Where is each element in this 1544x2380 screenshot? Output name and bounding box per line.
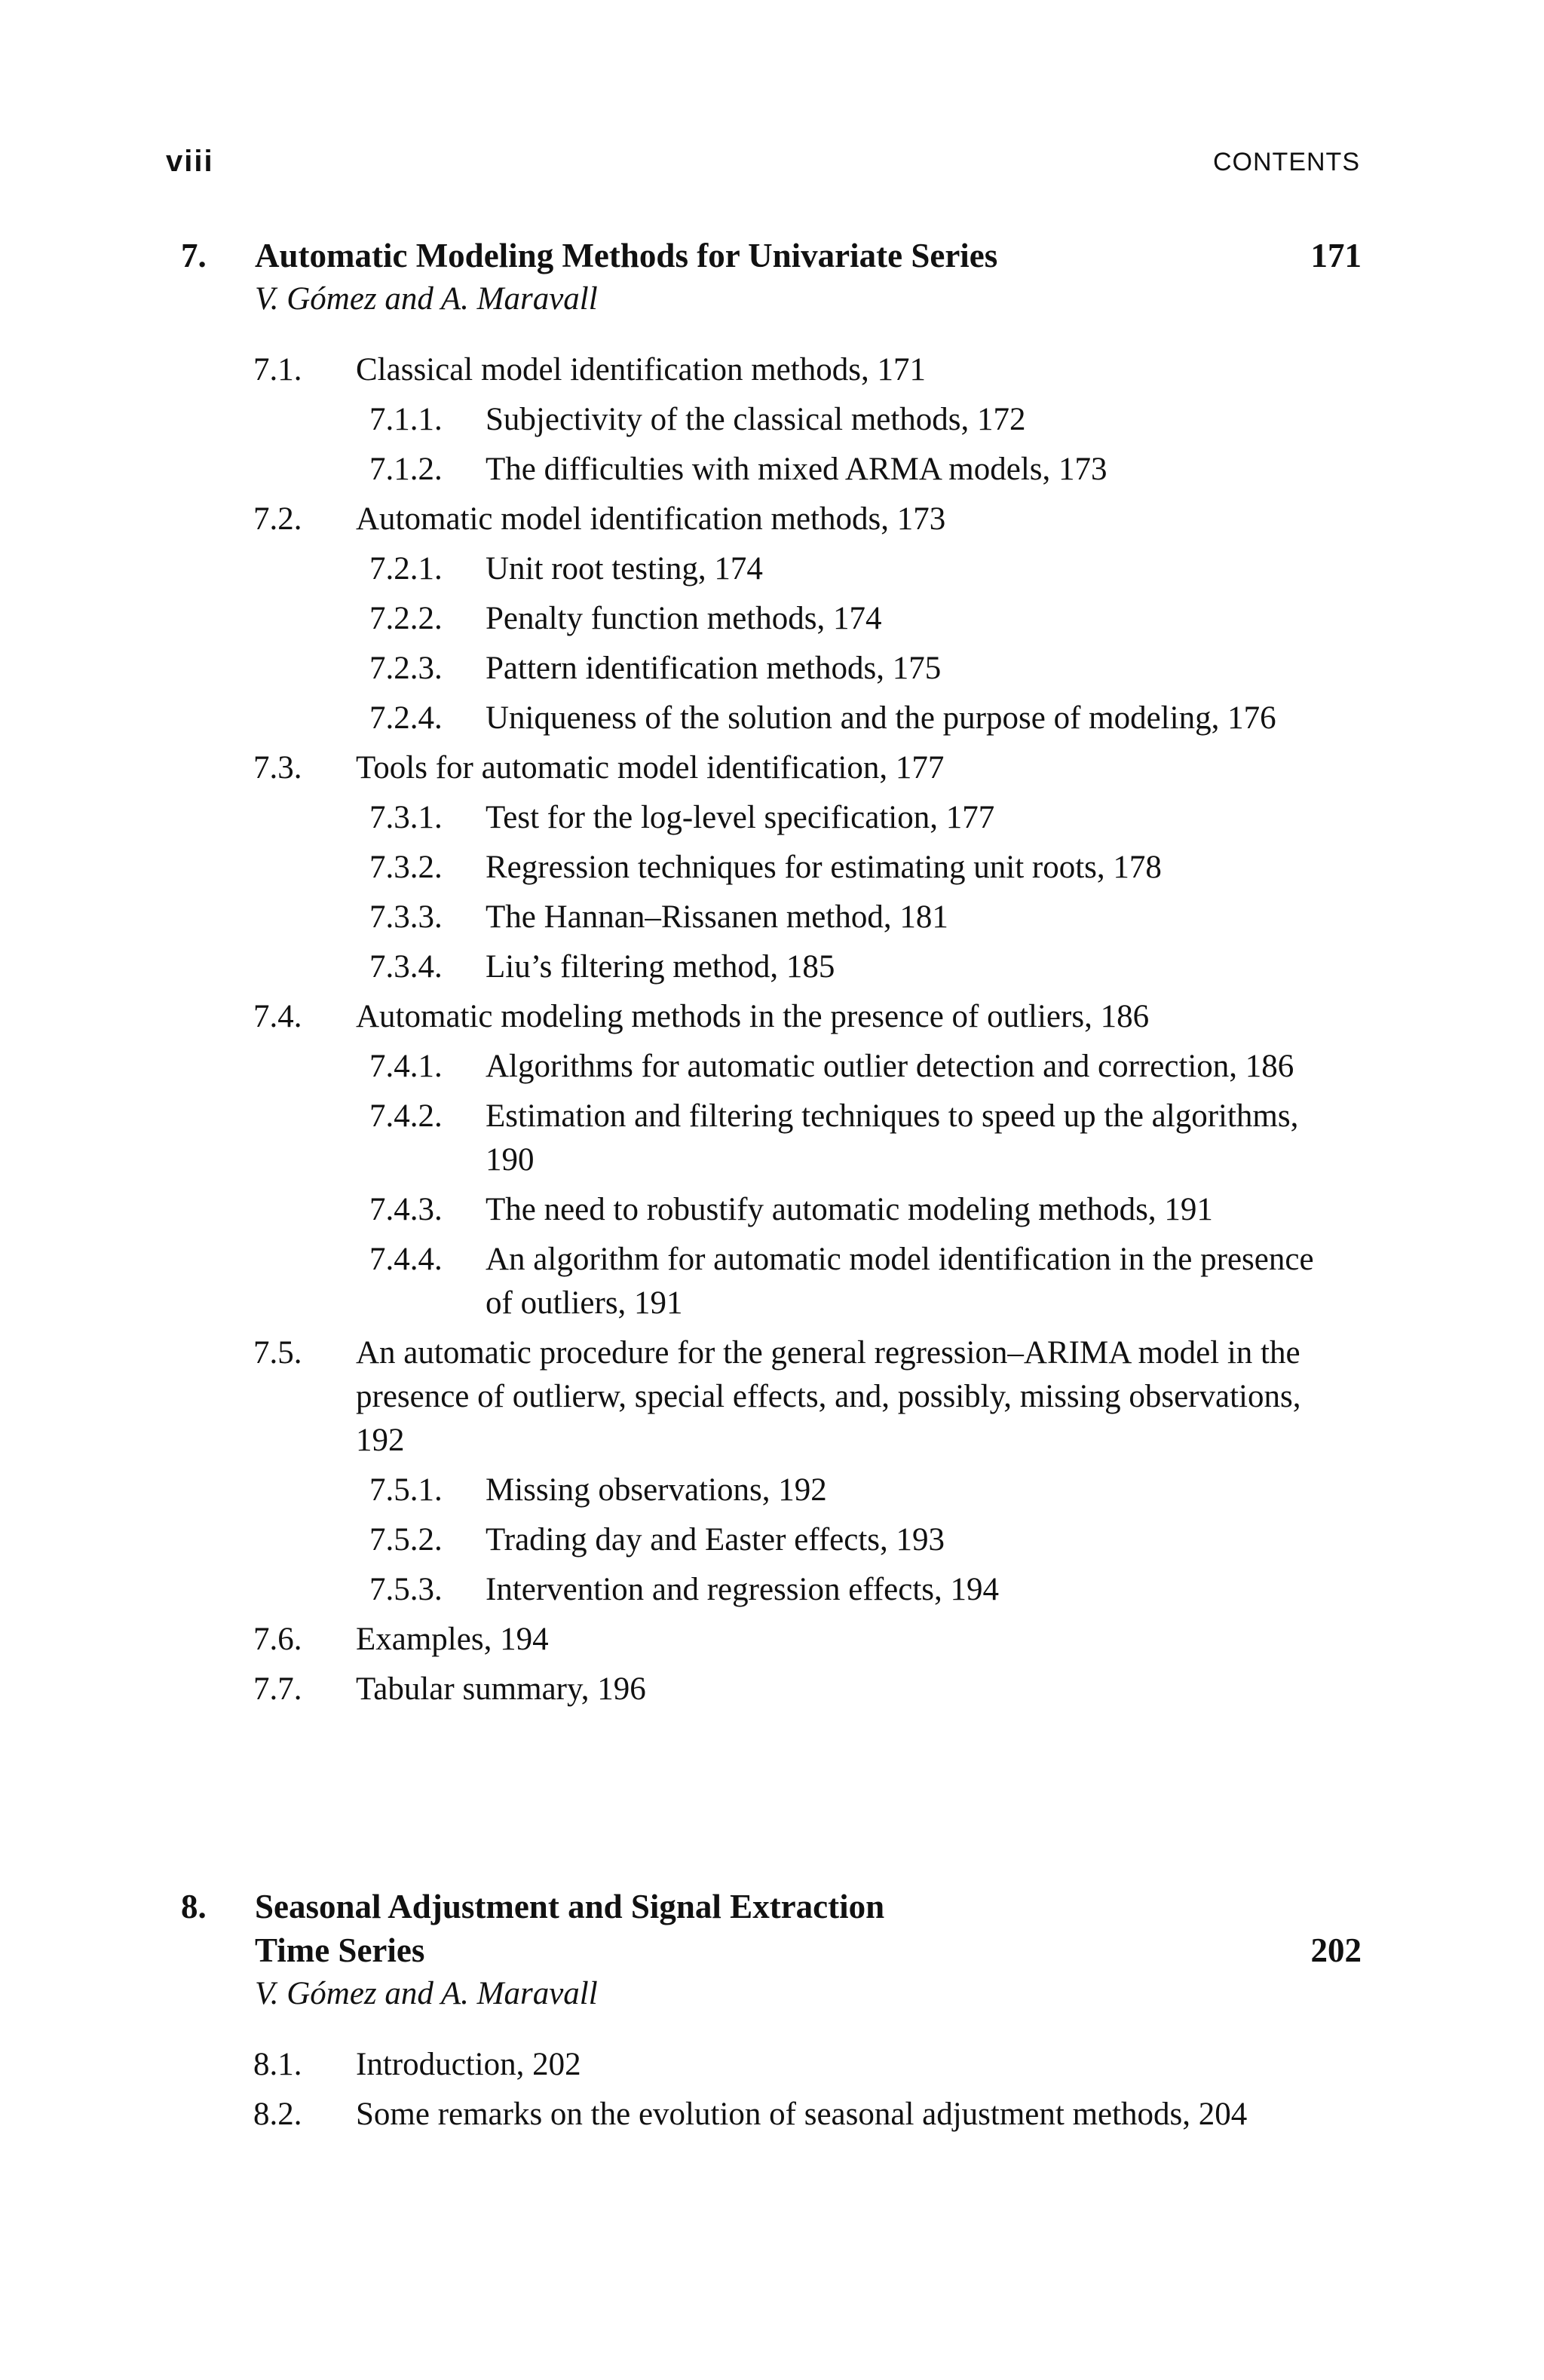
toc-section-entry [181, 746, 1362, 790]
toc-entry-number: 7.1.2. [369, 452, 443, 487]
toc-subsection-entry [181, 597, 1362, 641]
toc-subsection-entry [181, 398, 1362, 442]
toc-entry-number: 7.4.2. [369, 1098, 443, 1134]
toc-entry-text: Introduction, 202 [356, 2047, 581, 2082]
toc-section-entry [181, 1668, 1362, 1711]
chapter-authors: V. Gómez and A. Maravall [255, 281, 598, 317]
toc-subsection-entry [181, 846, 1362, 890]
toc-subsection-entry [181, 896, 1362, 939]
toc-entry-number: 7.2.2. [369, 601, 443, 636]
page-number: viii [166, 145, 214, 178]
chapter-7-block [181, 234, 1362, 1717]
toc-section-entry [181, 1618, 1362, 1662]
toc-entry-text: Automatic model identification methods, 173 [356, 501, 946, 537]
toc-entry-number: 7.2.3. [369, 651, 443, 686]
toc-entry-text: Intervention and regression effects, 194 [486, 1572, 1000, 1607]
toc-entry-text: An automatic procedure for the general regression–ARIMA model in the presence of outlierw, special effects, and, possibly, missing observations, 192 [356, 1335, 1301, 1458]
chapter-title [255, 234, 1160, 277]
toc-section-entry [181, 995, 1362, 1039]
toc-entry-text: Automatic modeling methods in the presence of outliers, 186 [356, 999, 1150, 1034]
chapter-heading [181, 234, 1362, 277]
chapter-title-line: Automatic Modeling Methods for Univariate Series [255, 237, 998, 274]
section-heading: CONTENTS [1213, 148, 1360, 176]
toc-entries [181, 348, 1362, 1711]
toc-entry-text: Uniqueness of the solution and the purpose of modeling, 176 [486, 700, 1276, 736]
chapter-title-line: Time Series [255, 1931, 425, 1969]
toc-subsection-entry [181, 1568, 1362, 1612]
toc-entry-number: 7.7. [253, 1671, 302, 1707]
toc-entry-number: 7.4.1. [369, 1049, 443, 1084]
toc-entry-number: 7.3. [253, 750, 302, 786]
toc-entry-number: 7.3.2. [369, 850, 443, 885]
chapter-heading [181, 1885, 1362, 1972]
chapter-title [255, 1885, 1160, 1972]
toc-subsection-entry [181, 1045, 1362, 1089]
toc-subsection-entry [181, 547, 1362, 591]
chapter-page-number: 202 [1310, 1931, 1362, 1969]
chapter-number: 8. [181, 1888, 207, 1925]
toc-subsection-entry [181, 1518, 1362, 1562]
running-header [166, 145, 1360, 190]
toc-subsection-entry [181, 647, 1362, 691]
toc-subsection-entry [181, 697, 1362, 740]
toc-entry-text: Test for the log-level specification, 177 [486, 800, 995, 835]
chapter-number: 7. [181, 237, 207, 274]
toc-entry-text: The Hannan–Rissanen method, 181 [486, 899, 948, 935]
toc-entry-text: Classical model identification methods, 171 [356, 352, 926, 387]
toc-entry-text: The difficulties with mixed ARMA models, 173 [486, 452, 1107, 487]
toc-entry-number: 7.2.4. [369, 700, 443, 736]
toc-entry-text: Trading day and Easter effects, 193 [486, 1522, 945, 1558]
toc-subsection-entry [181, 945, 1362, 989]
toc-subsection-entry [181, 1238, 1362, 1325]
toc-entry-number: 7.2.1. [369, 551, 443, 587]
toc-entry-text: Pattern identification methods, 175 [486, 651, 942, 686]
toc-entry-text: Tabular summary, 196 [356, 1671, 646, 1707]
toc-entry-text: The need to robustify automatic modeling methods, 191 [486, 1192, 1213, 1227]
toc-entry-number: 7.5. [253, 1335, 302, 1371]
toc-entry-number: 7.5.2. [369, 1522, 443, 1558]
toc-entry-text: Subjectivity of the classical methods, 172 [486, 402, 1026, 437]
toc-section-entry [181, 348, 1362, 392]
toc-entry-number: 7.4.4. [369, 1242, 443, 1277]
toc-section-entry [181, 1331, 1362, 1463]
chapter-page-number: 171 [1310, 237, 1362, 274]
toc-entry-text: Tools for automatic model identification, 177 [356, 750, 945, 786]
toc-entry-text: Unit root testing, 174 [486, 551, 763, 587]
toc-entry-number: 7.3.1. [369, 800, 443, 835]
toc-entry-number: 7.5.3. [369, 1572, 443, 1607]
toc-section-entry [181, 498, 1362, 541]
toc-entry-number: 7.6. [253, 1622, 302, 1657]
toc-entry-number: 8.1. [253, 2047, 302, 2082]
toc-entry-text: Algorithms for automatic outlier detection and correction, 186 [486, 1049, 1294, 1084]
toc-section-entry [181, 2093, 1362, 2136]
toc-entry-number: 7.4. [253, 999, 302, 1034]
toc-subsection-entry [181, 1095, 1362, 1182]
toc-entry-number: 7.1. [253, 352, 302, 387]
toc-entry-text: Liu’s filtering method, 185 [486, 949, 835, 985]
toc-entry-number: 8.2. [253, 2097, 302, 2132]
toc-entry-number: 7.1.1. [369, 402, 443, 437]
toc-entry-number: 7.2. [253, 501, 302, 537]
toc-section-entry [181, 2043, 1362, 2087]
toc-subsection-entry [181, 1188, 1362, 1232]
toc-entry-text: Penalty function methods, 174 [486, 601, 882, 636]
toc-entry-text: Examples, 194 [356, 1622, 549, 1657]
toc-subsection-entry [181, 448, 1362, 492]
chapter-8-block [181, 1885, 1362, 2143]
toc-entry-text: Estimation and filtering techniques to speed up the algorithms, 190 [486, 1098, 1299, 1178]
chapter-title-line: Seasonal Adjustment and Signal Extraction [255, 1888, 885, 1925]
toc-entry-text: Regression techniques for estimating unit roots, 178 [486, 850, 1162, 885]
toc-entry-number: 7.3.3. [369, 899, 443, 935]
toc-subsection-entry [181, 796, 1362, 840]
chapter-authors: V. Gómez and A. Maravall [255, 1976, 598, 2011]
toc-entry-text: Some remarks on the evolution of seasonal adjustment methods, 204 [356, 2097, 1248, 2132]
toc-entries [181, 2043, 1362, 2136]
toc-entry-text: Missing observations, 192 [486, 1472, 827, 1508]
toc-entry-number: 7.4.3. [369, 1192, 443, 1227]
toc-entry-text: An algorithm for automatic model identification in the presence of outliers, 191 [486, 1242, 1314, 1321]
toc-subsection-entry [181, 1469, 1362, 1512]
toc-entry-number: 7.5.1. [369, 1472, 443, 1508]
toc-entry-number: 7.3.4. [369, 949, 443, 985]
